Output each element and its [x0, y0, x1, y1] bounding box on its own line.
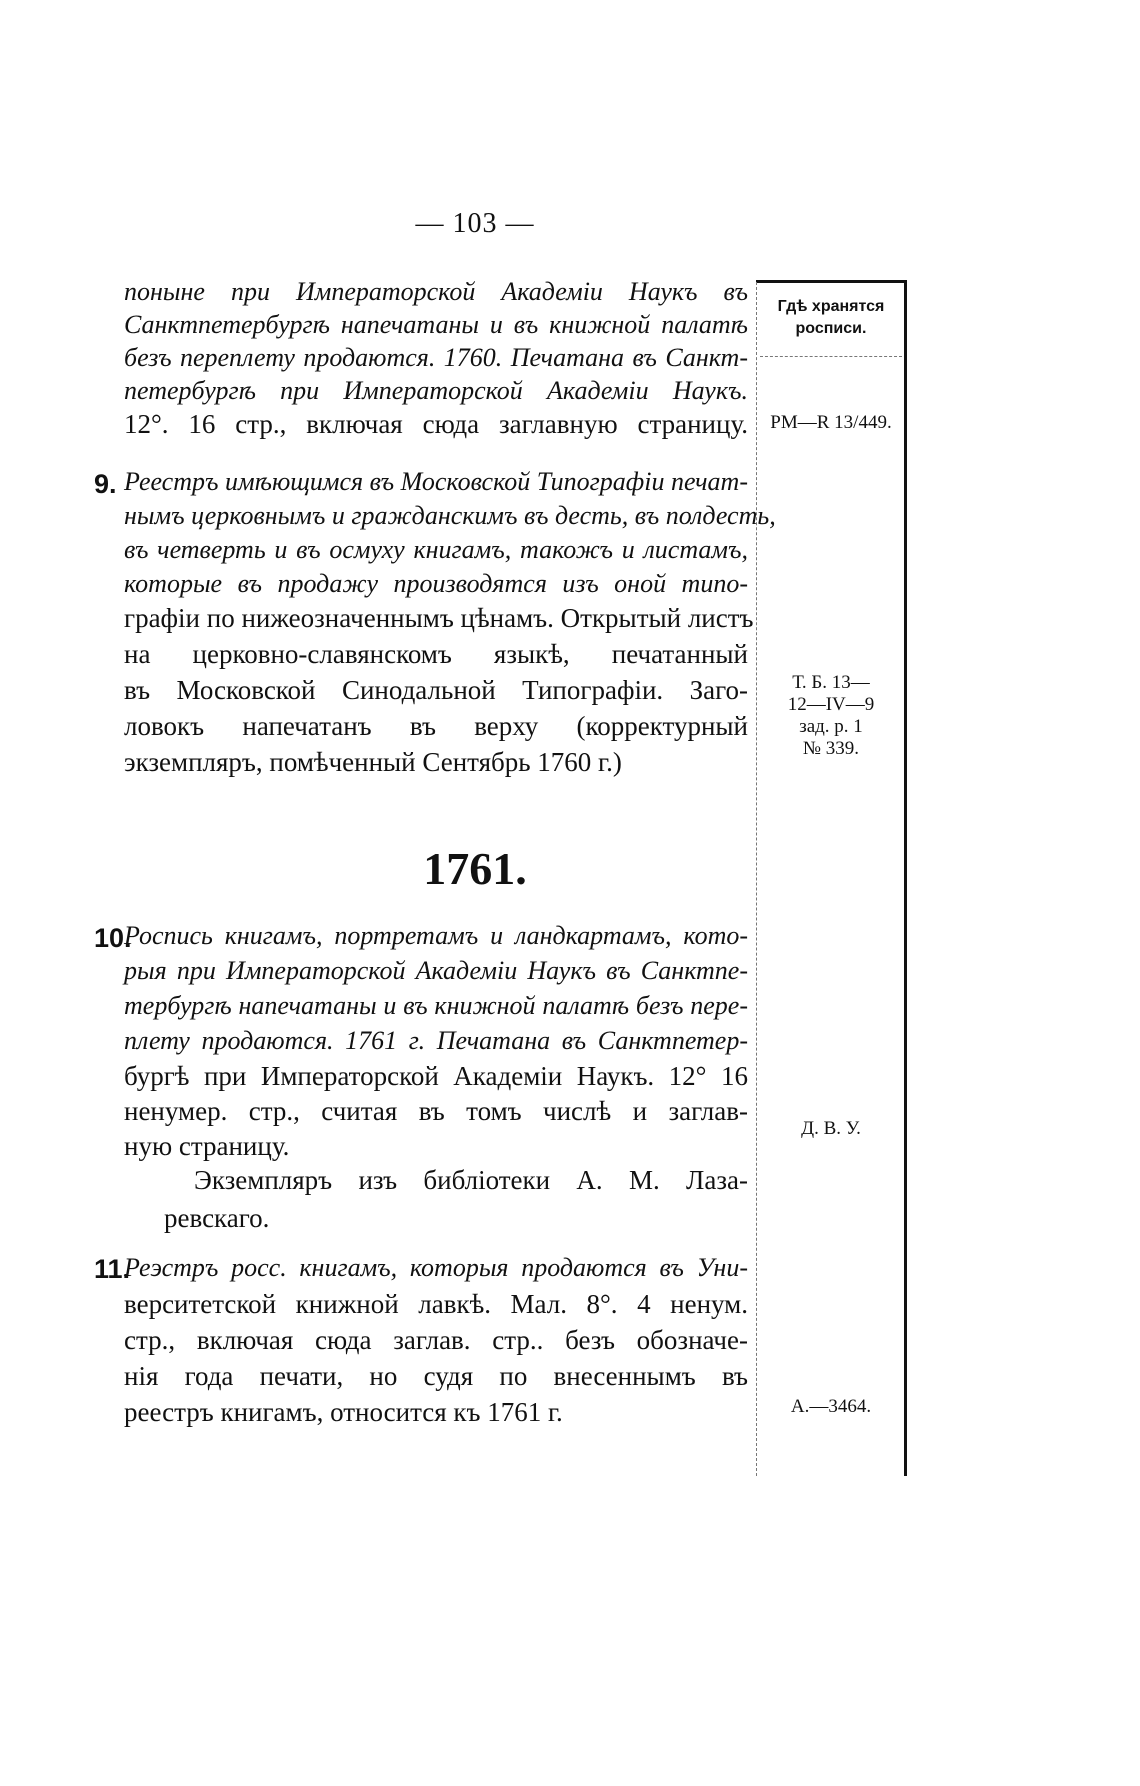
text-line: Роспись книгамъ, портретамъ и ландкартамъ, кото-: [124, 921, 748, 950]
text-line: Реестръ имѣющимся въ Московской Типографіи печат-: [124, 467, 748, 496]
text-line: которые въ продажу производятся изъ оной типо-: [124, 569, 748, 598]
text-line: рыя при Императорской Академіи Наукъ въ Санктпе-: [124, 956, 748, 985]
margin-header: Гдѣ хранятся росписи.: [777, 298, 885, 337]
text-line: ненумер. стр., считая въ томъ числѣ и заглав-: [124, 1096, 748, 1126]
text-line: бургѣ при Императорской Академіи Наукъ. 12° 16: [124, 1061, 748, 1091]
text-line: Реэстръ росс. книгамъ, которыя продаются въ Уни-: [124, 1253, 748, 1282]
location-line: Т. Б. 13—: [792, 672, 870, 693]
location-mark: [760, 672, 902, 760]
text-line: на церковно-славянскомъ языкѣ, печатанный: [124, 639, 748, 669]
margin-top-rule: [756, 280, 907, 283]
margin-header-rule: [760, 356, 902, 357]
text-line: въ Московской Синодальной Типографіи. Заго-: [124, 675, 748, 705]
text-line: верситетской книжной лавкѣ. Мал. 8°. 4 ненум.: [124, 1289, 748, 1319]
entry-number: 11.: [94, 1254, 131, 1284]
text-line: реестръ книгамъ, относится къ 1761 г.: [124, 1397, 563, 1427]
location-line: 12—IV—9: [787, 694, 875, 715]
text-line: безъ переплету продаются. 1760. Печатана въ Санкт-: [124, 343, 748, 372]
text-line: нымъ церковнымъ и гражданскимъ въ десть, въ полдесть,: [124, 501, 776, 530]
location-mark: Д. В. У.: [801, 1118, 861, 1139]
text-line: ревскаго.: [164, 1203, 270, 1233]
text-line: ную страницу.: [124, 1131, 290, 1161]
location-line: зад. р. 1: [799, 716, 863, 737]
text-line: экземпляръ, помѣченный Сентябрь 1760 г.): [124, 747, 622, 777]
location-line: № 339.: [802, 738, 860, 759]
text-line: 12°. 16 стр., включая сюда заглавную страницу.: [124, 409, 748, 439]
text-line: Санктпетербургѣ напечатаны и въ книжной палатѣ: [124, 310, 748, 339]
text-line: въ четверть и въ осмуху книгамъ, такожъ и листамъ,: [124, 535, 748, 564]
entry-number: 9.: [94, 469, 117, 499]
text-line: графіи по нижеозначеннымъ цѣнамъ. Открытый листъ: [124, 603, 754, 633]
entry-number: 10.: [94, 923, 132, 953]
text-line: ловокъ напечатанъ въ верху (корректурный: [124, 711, 748, 741]
text-line: плету продаются. 1761 г. Печатана въ Санктпетер-: [124, 1026, 748, 1055]
year-heading: 1761.: [423, 843, 527, 894]
location-mark: А.—3464.: [790, 1396, 872, 1417]
text-line: петербургѣ при Императорской Академіи Наукъ.: [124, 376, 748, 405]
text-line: нія года печати, но судя по внесеннымъ въ: [124, 1361, 748, 1391]
text-line: стр., включая сюда заглав. стр.. безъ обозначе-: [124, 1325, 748, 1355]
text-line: поныне при Императорской Академіи Наукъ въ: [124, 277, 748, 306]
page-number: — 103 —: [415, 208, 535, 239]
location-mark: РМ—R 13/449.: [770, 412, 892, 433]
text-line: Экземпляръ изъ библіотеки А. М. Лаза-: [194, 1165, 748, 1195]
text-line: тербургѣ напечатаны и въ книжной палатѣ безъ пере-: [124, 991, 748, 1020]
